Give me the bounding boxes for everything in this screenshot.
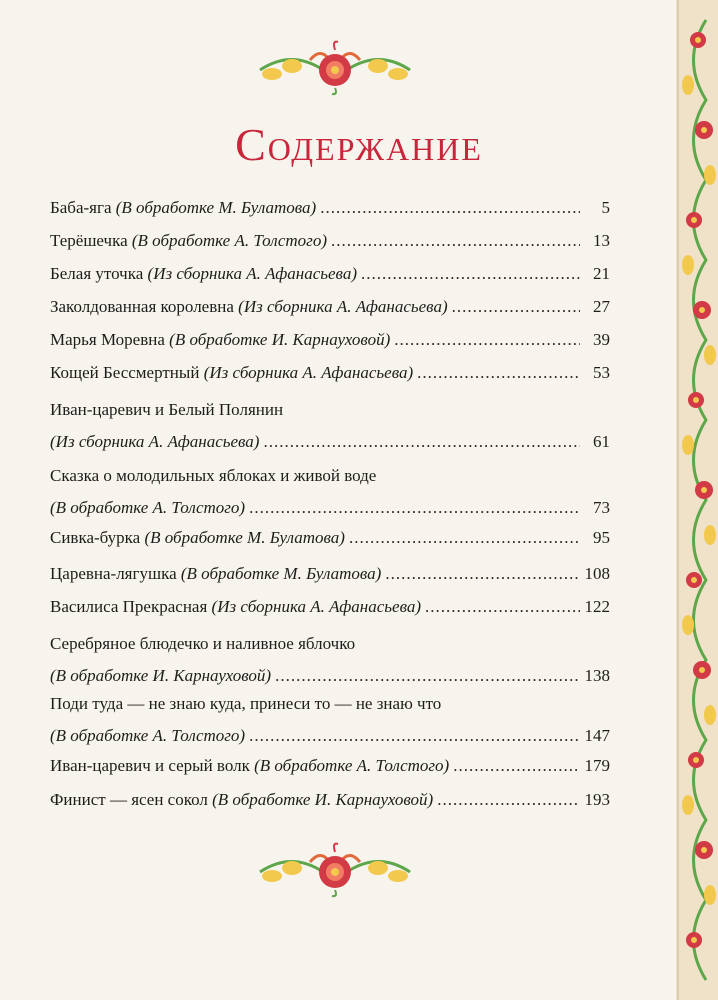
entry-title: Марья Моревна	[50, 330, 165, 349]
bottom-floral-ornament-icon	[0, 842, 718, 902]
entry-source: (В обработке И. Карнауховой)	[50, 666, 272, 685]
list-item[interactable]	[50, 464, 610, 520]
entry-title: Белая уточка	[50, 264, 144, 283]
entry-source: (В обработке И. Карнауховой)	[169, 330, 391, 349]
entry-title: Баба-яга	[50, 198, 112, 217]
leader-dots	[249, 496, 580, 520]
entry-source: (В обработке А. Толстого)	[50, 726, 246, 745]
entry-title: Терёшечка	[50, 231, 128, 250]
entry-page-number: 108	[584, 564, 610, 583]
entry-page-number: 39	[593, 330, 610, 349]
entry-page-number: 61	[593, 432, 610, 451]
entry-source: (В обработке И. Карнауховой)	[212, 790, 434, 809]
entry-title: Царевна-лягушка	[50, 564, 177, 583]
entry-page-number: 193	[584, 790, 610, 809]
list-item[interactable]	[50, 595, 610, 619]
leader-dots	[249, 724, 580, 748]
list-item[interactable]	[50, 632, 610, 688]
list-item[interactable]	[50, 562, 610, 586]
entry-title: Финист — ясен сокол	[50, 790, 208, 809]
list-item[interactable]	[50, 196, 610, 220]
entry-page-number: 27	[593, 297, 610, 316]
leader-dots	[263, 430, 580, 454]
leader-dots	[425, 595, 580, 619]
list-item[interactable]	[50, 692, 610, 748]
entry-title: Василиса Прекрасная	[50, 597, 208, 616]
list-item[interactable]	[50, 262, 610, 286]
leader-dots	[275, 664, 580, 688]
leader-dots	[349, 526, 580, 550]
entry-title: Поди туда — не знаю куда, принеси то — не знаю что	[50, 694, 442, 713]
list-item[interactable]	[50, 788, 610, 812]
entry-source: (В обработке А. Толстого)	[254, 756, 450, 775]
entry-title: Серебряное блюдечко и наливное яблочко	[50, 634, 356, 653]
list-item[interactable]	[50, 328, 610, 352]
entry-source: (В обработке А. Толстого)	[50, 498, 246, 517]
entry-source: (Из сборника А. Афанасьева)	[50, 432, 260, 451]
leader-dots	[385, 562, 580, 586]
entry-source: (Из сборника А. Афанасьева)	[238, 297, 448, 316]
entry-source: (В обработке М. Булатова)	[144, 528, 345, 547]
entry-title: Иван-царевич и Белый Полянин	[50, 400, 284, 419]
entry-page-number: 5	[601, 198, 610, 217]
leader-dots	[320, 196, 580, 220]
folk-pattern-border-icon	[676, 0, 718, 1000]
entry-source: (Из сборника А. Афанасьева)	[211, 597, 421, 616]
top-floral-ornament-icon	[0, 40, 718, 100]
page-title: Содержание	[235, 119, 483, 170]
entry-page-number: 13	[593, 231, 610, 250]
entry-page-number: 147	[584, 726, 610, 745]
list-item[interactable]	[50, 398, 610, 454]
entry-title: Заколдованная королевна	[50, 297, 234, 316]
leader-dots	[453, 754, 580, 778]
list-item[interactable]	[50, 754, 610, 778]
leader-dots	[437, 788, 580, 812]
leader-dots	[331, 229, 580, 253]
entry-title: Кощей Бессмертный	[50, 363, 200, 382]
entry-source: (В обработке М. Булатова)	[115, 198, 317, 217]
entry-source: (Из сборника А. Афанасьева)	[147, 264, 357, 283]
entry-page-number: 21	[593, 264, 610, 283]
entry-title: Сказка о молодильных яблоках и живой воде	[50, 466, 377, 485]
entry-source: (Из сборника А. Афанасьева)	[203, 363, 414, 382]
entry-page-number: 179	[584, 756, 610, 775]
entry-page-number: 73	[593, 498, 610, 517]
entry-title: Иван-царевич и серый волк	[50, 756, 250, 775]
entry-title: Сивка-бурка	[50, 528, 141, 547]
list-item[interactable]	[50, 361, 610, 385]
leader-dots	[394, 328, 580, 352]
list-item[interactable]	[50, 526, 610, 550]
leader-dots	[452, 295, 580, 319]
list-item[interactable]	[50, 229, 610, 253]
list-item[interactable]	[50, 295, 610, 319]
entry-page-number: 122	[584, 597, 610, 616]
entry-source: (В обработке А. Толстого)	[131, 231, 327, 250]
entry-page-number: 53	[593, 363, 610, 382]
entry-page-number: 138	[584, 666, 610, 685]
leader-dots	[417, 361, 580, 385]
entry-source: (В обработке М. Булатова)	[180, 564, 382, 583]
leader-dots	[361, 262, 580, 286]
entry-page-number: 95	[593, 528, 610, 547]
